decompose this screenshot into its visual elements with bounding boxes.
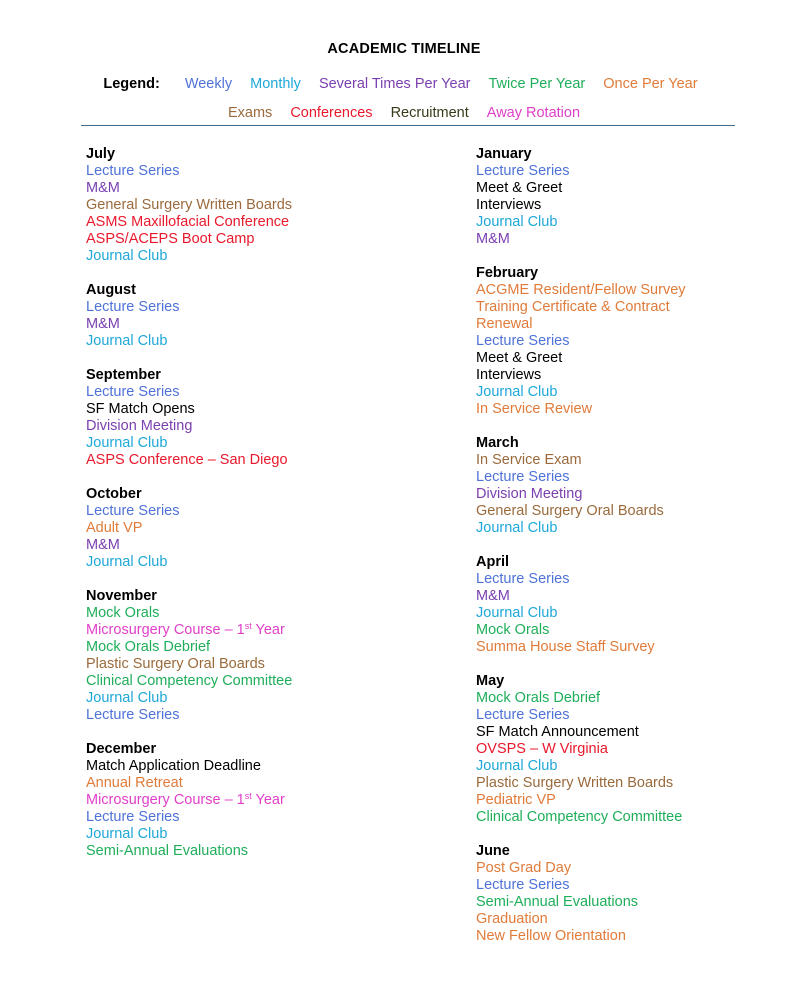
event-text: Clinical Competency Committee (476, 809, 683, 825)
month-heading: May (476, 673, 505, 689)
month-block-august (86, 282, 426, 350)
timeline-event (86, 333, 426, 350)
event-text: General Surgery Written Boards (86, 197, 293, 213)
event-text: Semi-Annual Evaluations (476, 894, 639, 910)
timeline-event (476, 809, 808, 826)
event-text: Journal Club (86, 554, 168, 570)
event-text: Lecture Series (476, 163, 570, 179)
event-text: M&M (86, 316, 120, 332)
month-heading: March (476, 435, 519, 451)
event-text: Journal Club (476, 605, 558, 621)
timeline-event (476, 486, 808, 503)
timeline-event (86, 248, 426, 265)
event-text: Lecture Series (86, 503, 180, 519)
month-block-april (476, 554, 808, 656)
event-text: OVSPS – W Virginia (476, 741, 608, 757)
month-heading: April (476, 554, 510, 570)
legend-label: Legend: (103, 76, 160, 92)
month-block-july (86, 146, 426, 265)
timeline-event (476, 911, 808, 928)
timeline-event (476, 792, 808, 809)
timeline-event (476, 231, 808, 248)
timeline-event (476, 775, 808, 792)
timeline-event (476, 622, 808, 639)
timeline-event (86, 775, 426, 792)
event-text: Lecture Series (476, 571, 570, 587)
event-text: SF Match Announcement (476, 724, 639, 740)
timeline-column-left (86, 146, 426, 877)
timeline-event (476, 163, 808, 180)
month-block-june (476, 843, 808, 945)
event-text: Post Grad Day (476, 860, 572, 876)
timeline-event (476, 571, 808, 588)
month-heading: September (86, 367, 161, 383)
event-text: New Fellow Orientation (476, 928, 626, 944)
timeline-event (476, 197, 808, 214)
event-text: Adult VP (86, 520, 143, 536)
timeline-event (476, 503, 808, 520)
timeline-event (86, 180, 426, 197)
timeline-event (476, 639, 808, 656)
month-block-january (476, 146, 808, 248)
timeline-event (476, 724, 808, 741)
event-text: Interviews (476, 197, 542, 213)
event-text: Lecture Series (86, 384, 180, 400)
timeline-event (476, 877, 808, 894)
event-text: Match Application Deadline (86, 758, 261, 774)
timeline-event (476, 333, 808, 350)
event-text: Division Meeting (86, 418, 193, 434)
timeline-event (86, 384, 426, 401)
event-text: Journal Club (86, 690, 168, 706)
timeline-event (476, 758, 808, 775)
legend-recruitment: Recruitment (390, 105, 469, 121)
timeline-event (86, 554, 426, 571)
timeline-event (476, 690, 808, 707)
event-text: Journal Club (476, 384, 558, 400)
timeline-event (86, 401, 426, 418)
event-text: Division Meeting (476, 486, 583, 502)
timeline-event (476, 707, 808, 724)
timeline-event (476, 741, 808, 758)
timeline-event (476, 350, 808, 367)
event-text: Lecture Series (86, 809, 180, 825)
timeline-event (86, 690, 426, 707)
event-text: Meet & Greet (476, 350, 563, 366)
timeline-event (476, 520, 808, 537)
event-text: Journal Club (476, 214, 558, 230)
timeline-event (86, 707, 426, 724)
event-ordinal-suffix: st (244, 791, 252, 801)
event-text: Journal Club (476, 758, 558, 774)
event-text: Mock Orals (86, 605, 160, 621)
month-block-september (86, 367, 426, 469)
month-block-november (86, 588, 426, 724)
month-block-march (476, 435, 808, 537)
timeline-event (86, 452, 426, 469)
timeline-event (476, 282, 808, 299)
month-block-february (476, 265, 808, 418)
month-heading: December (86, 741, 157, 757)
timeline-event (86, 214, 426, 231)
month-heading: January (476, 146, 532, 162)
event-text: SF Match Opens (86, 401, 195, 417)
timeline-event (86, 537, 426, 554)
month-heading: July (86, 146, 116, 162)
event-text: Lecture Series (86, 299, 180, 315)
legend-monthly: Monthly (250, 76, 301, 92)
event-text: M&M (476, 231, 510, 247)
timeline-event (86, 231, 426, 248)
month-heading: August (86, 282, 136, 298)
legend-exams: Exams (227, 105, 273, 121)
timeline-event (86, 299, 426, 316)
event-text: Lecture Series (86, 163, 180, 179)
event-text: Plastic Surgery Oral Boards (86, 656, 265, 672)
timeline-event (476, 401, 808, 418)
event-text: In Service Review (476, 401, 593, 417)
legend-weekly: Weekly (184, 76, 233, 92)
timeline-event (86, 503, 426, 520)
event-text: Pediatric VP (476, 792, 556, 808)
timeline-event (86, 418, 426, 435)
timeline-event (86, 826, 426, 843)
legend-once-per-year: Once Per Year (603, 76, 698, 92)
event-text: ASPS Conference – San Diego (86, 452, 288, 468)
event-text-tail: Year (251, 622, 285, 638)
timeline-event (476, 588, 808, 605)
header-divider (81, 125, 735, 126)
month-block-december (86, 741, 426, 860)
timeline-event (86, 435, 426, 452)
month-block-may (476, 673, 808, 826)
event-text: Mock Orals Debrief (86, 639, 211, 655)
event-text: ACGME Resident/Fellow Survey (476, 282, 686, 298)
timeline-event (476, 299, 808, 316)
event-text: In Service Exam (476, 452, 582, 468)
timeline-event (86, 792, 426, 809)
legend-conferences: Conferences (290, 105, 373, 121)
timeline-event (86, 673, 426, 690)
timeline-event (86, 639, 426, 656)
event-text: M&M (476, 588, 510, 604)
legend-row-frequency (0, 76, 808, 92)
timeline-event (476, 928, 808, 945)
event-text: ASPS/ACEPS Boot Camp (86, 231, 255, 247)
event-text: Training Certificate & Contract (476, 299, 670, 315)
event-text: Lecture Series (86, 707, 180, 723)
timeline-event (86, 605, 426, 622)
timeline-event (476, 860, 808, 877)
month-heading: October (86, 486, 142, 502)
timeline-column-right (476, 146, 808, 962)
event-ordinal-suffix: st (244, 621, 252, 631)
event-text: Journal Club (476, 520, 558, 536)
event-text: Meet & Greet (476, 180, 563, 196)
event-text: Plastic Surgery Written Boards (476, 775, 674, 791)
timeline-event (86, 622, 426, 639)
timeline-event (476, 605, 808, 622)
page-title: ACADEMIC TIMELINE (327, 41, 481, 57)
event-text: Journal Club (86, 435, 168, 451)
timeline-event (86, 656, 426, 673)
event-text: General Surgery Oral Boards (476, 503, 664, 519)
month-heading: June (476, 843, 510, 859)
event-text: Lecture Series (476, 877, 570, 893)
timeline-event (476, 384, 808, 401)
event-text: Semi-Annual Evaluations (86, 843, 249, 859)
timeline-event (86, 809, 426, 826)
event-text: Mock Orals Debrief (476, 690, 601, 706)
timeline-event (86, 163, 426, 180)
event-text: Lecture Series (476, 469, 570, 485)
legend-away-rotation: Away Rotation (486, 105, 581, 121)
event-text: M&M (86, 180, 120, 196)
event-text: Clinical Competency Committee (86, 673, 293, 689)
timeline-event (476, 180, 808, 197)
timeline-event (86, 758, 426, 775)
event-text: Summa House Staff Survey (476, 639, 655, 655)
event-text: Microsurgery Course – 1 (86, 792, 245, 808)
month-block-october (86, 486, 426, 571)
timeline-event (476, 316, 808, 333)
event-text: Lecture Series (476, 707, 570, 723)
timeline-event (476, 367, 808, 384)
timeline-event (476, 894, 808, 911)
timeline-event (476, 469, 808, 486)
event-text: Annual Retreat (86, 775, 183, 791)
event-text: Journal Club (86, 248, 168, 264)
event-text: Microsurgery Course – 1 (86, 622, 245, 638)
event-text: Graduation (476, 911, 548, 927)
event-text: Journal Club (86, 333, 168, 349)
event-text: M&M (86, 537, 120, 553)
timeline-event (476, 214, 808, 231)
event-text: Journal Club (86, 826, 168, 842)
event-text: Lecture Series (476, 333, 570, 349)
timeline-event (86, 843, 426, 860)
legend-several-times-per-year: Several Times Per Year (318, 76, 471, 92)
legend-twice-per-year: Twice Per Year (488, 76, 586, 92)
event-text: Interviews (476, 367, 542, 383)
event-text: Mock Orals (476, 622, 550, 638)
timeline-event (86, 316, 426, 333)
event-text: Renewal (476, 316, 533, 332)
month-heading: February (476, 265, 539, 281)
timeline-event (86, 520, 426, 537)
event-text-tail: Year (251, 792, 285, 808)
legend-row-category (0, 105, 808, 121)
event-text: ASMS Maxillofacial Conference (86, 214, 290, 230)
timeline-event (86, 197, 426, 214)
timeline-event (476, 452, 808, 469)
month-heading: November (86, 588, 157, 604)
